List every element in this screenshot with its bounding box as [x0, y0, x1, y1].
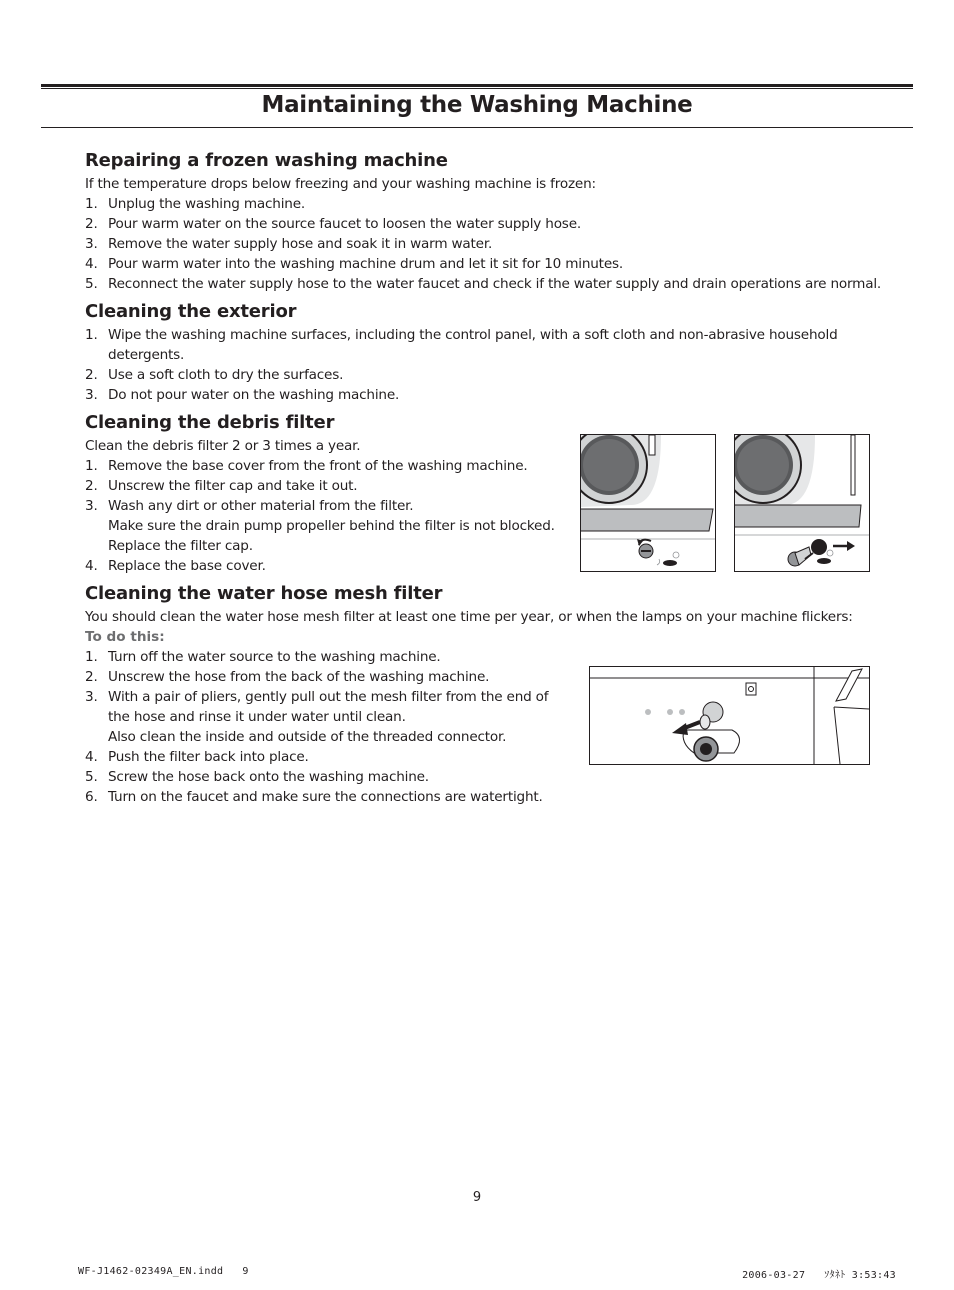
list-item: 2. Use a soft cloth to dry the surfaces.: [85, 367, 344, 383]
list-item: 4. Replace the base cover.: [85, 558, 266, 574]
section-intro: You should clean the water hose mesh filter at least one time per year, or when the lamps on your machine flickers:: [85, 609, 853, 625]
section-intro: Clean the debris filter 2 or 3 times a year.: [85, 438, 361, 454]
title-rule-top: [41, 84, 913, 87]
hose-mesh-filter-icon: [590, 667, 869, 764]
list-item: 4. Pour warm water into the washing machine drum and let it sit for 10 minutes.: [85, 256, 623, 272]
page-title: Maintaining the Washing Machine: [261, 92, 693, 118]
section-heading: Cleaning the exterior: [85, 301, 297, 322]
list-item: 6. Turn on the faucet and make sure the connections are watertight.: [85, 789, 543, 805]
section-body: [85, 647, 565, 807]
list-item: 3. Remove the water supply hose and soak it in warm water.: [85, 236, 493, 252]
page-number: 9: [472, 1190, 482, 1205]
list-item: 3. Do not pour water on the washing machine.: [85, 387, 400, 403]
list-item: 1. Unplug the washing machine.: [85, 196, 305, 212]
list-item: 1. Wipe the washing machine surfaces, including the control panel, with a soft cloth and non-abrasive household detergents.: [85, 327, 838, 363]
hose-mesh-filter-illustration: [589, 666, 870, 765]
list-item: 4. Push the filter back into place.: [85, 749, 309, 765]
filter-remove-icon: [735, 435, 869, 571]
steps-list: [85, 456, 565, 576]
title-rule-bottom: [41, 127, 913, 128]
section-heading: Repairing a frozen washing machine: [85, 150, 448, 171]
steps-list: [85, 194, 885, 294]
section-exterior: [85, 301, 885, 405]
list-item: 2. Unscrew the hose from the back of the washing machine.: [85, 669, 490, 685]
filter-unscrew-icon: [581, 435, 715, 571]
steps-list: [85, 325, 845, 405]
section-heading: Cleaning the water hose mesh filter: [85, 583, 443, 604]
list-item: 5. Reconnect the water supply hose to the water faucet and check if the water supply and drain operations are normal.: [85, 276, 882, 292]
list-item: 3. Wash any dirt or other material from the filter. Make sure the drain pump propeller behind the filter is not blocked. Replace the filter cap.: [85, 498, 555, 554]
list-item: 1. Turn off the water source to the washing machine.: [85, 649, 441, 665]
section-body: [85, 436, 565, 576]
section-frozen: [85, 150, 885, 294]
washing-machine-filter-remove-illustration: [734, 434, 870, 572]
section-subheading: To do this:: [85, 629, 165, 645]
list-item: 2. Unscrew the filter cap and take it out.: [85, 478, 358, 494]
washing-machine-filter-unscrew-illustration: [580, 434, 716, 572]
footer-file-info: WF-J1462-02349A_EN.indd 9: [78, 1266, 249, 1277]
steps-list: [85, 647, 565, 807]
list-item: 3. With a pair of pliers, gently pull out the mesh filter from the end of the hose and rinse it under water until clean. Also clean the inside and outside of the threaded connector.: [85, 689, 549, 745]
title-rule-top-thin: [41, 88, 913, 89]
list-item: 1. Remove the base cover from the front of the washing machine.: [85, 458, 528, 474]
footer-timestamp: 2006-03-27 ｿﾀﾈﾄ 3:53:43: [742, 1270, 896, 1281]
section-heading: Cleaning the debris filter: [85, 412, 335, 433]
list-item: 5. Screw the hose back onto the washing machine.: [85, 769, 429, 785]
list-item: 2. Pour warm water on the source faucet to loosen the water supply hose.: [85, 216, 581, 232]
section-intro: If the temperature drops below freezing and your washing machine is frozen:: [85, 176, 596, 192]
